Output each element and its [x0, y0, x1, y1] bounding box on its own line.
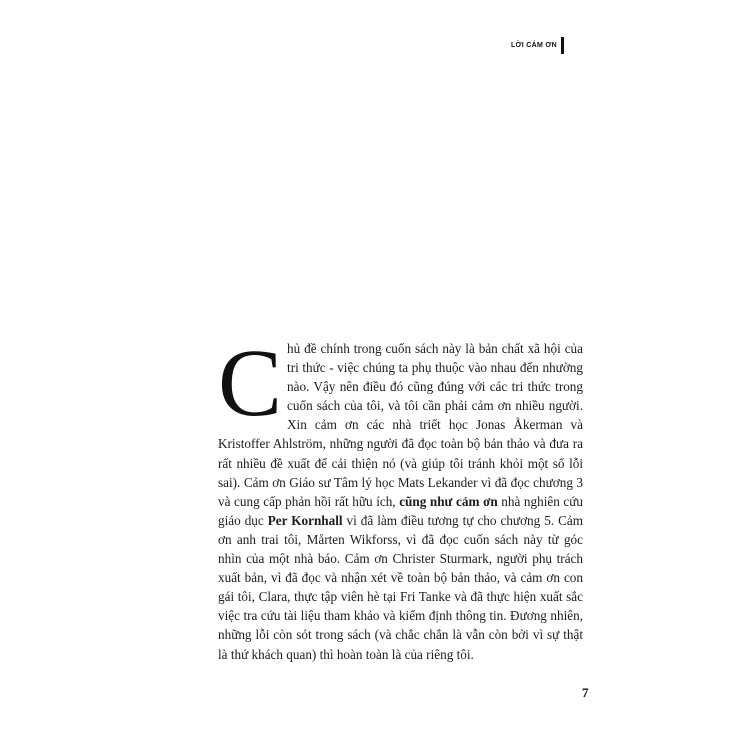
paragraph-text-part1: hủ đề chính trong cuốn sách này là bản chất xã hội của tri thức - việc chúng ta phụ thuộc vào nhau đến nhường nào. Vậy nên điều đó cũng đúng với các tri thức trong cuốn sách của tôi, và tôi cần phải cảm ơn nhiều người. Xin cảm ơn các nhà triết học Jonas Åkerman và Kristoffer Ahlström, những người đã đọc toàn bộ bản thảo và đưa ra rất nhiều đề xuất để cải thiện nó (và giúp tôi tránh khỏi một số lỗi sai). Cảm ơn Giáo sư Tâm lý học Mats Lekander vì đã đọc chương 3 và cung cấp phản hồi rất hữu ích, — [218, 341, 583, 509]
acknowledgements-paragraph — [218, 329, 584, 664]
running-header-title: LỜI CẢM ƠN — [510, 41, 557, 49]
drop-cap-letter: C — [218, 329, 283, 436]
paragraph-text-part2: nhà nghiên cứu giáo dục — [218, 493, 583, 528]
running-header — [511, 38, 564, 52]
header-bar — [561, 37, 564, 54]
paragraph-text-part3: vì đã làm điều tương tự cho chương 5. Cảm ơn anh trai tôi, Mårten Wikforss, vì đã đọc cuốn sách này từ góc nhìn của một nhà báo. Cảm ơn Christer Sturmark, người phụ trách xuất bản, vì đã đọc và nhận xét về toàn bộ bản thảo, và cảm ơn con gái tôi, Clara, thực tập viên hè tại Fri Tanke và đã thực hiện xuất sắc việc tra cứu tài liệu tham khảo và kiểm định thông tin. Đương nhiên, những lỗi còn sót trong sách (và chắc chắn là vẫn còn bởi vì sự thật là thứ khách quan) thì hoàn toàn là của riêng tôi. — [218, 512, 584, 662]
paragraph-text-emphasis: cũng như cảm ơn — [399, 493, 498, 509]
page-number: 7 — [582, 685, 589, 700]
paragraph-text-name-emphasis: Per Kornhall — [267, 512, 343, 528]
